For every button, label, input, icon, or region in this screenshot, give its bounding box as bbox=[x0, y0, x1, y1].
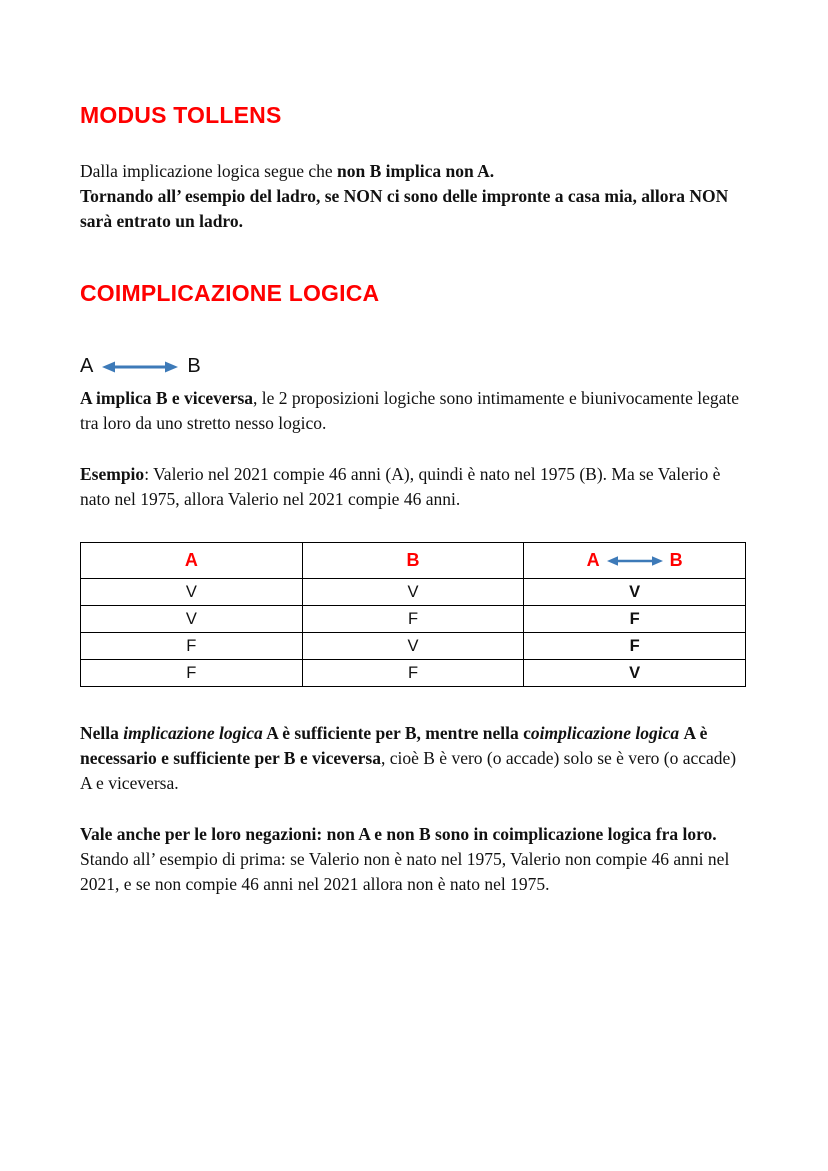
column-header-a-biconditional-b bbox=[524, 543, 746, 579]
truth-value-cell: F bbox=[524, 633, 746, 660]
truth-value-cell: F bbox=[302, 606, 524, 633]
column-header-a: A bbox=[81, 543, 303, 579]
truth-value-cell: F bbox=[81, 633, 303, 660]
paragraph-coimplicazione-intro bbox=[80, 386, 746, 436]
column-header-b: B bbox=[302, 543, 524, 579]
text-segment: , le 2 proposizioni logiche sono intimamente e biunivocamente legate tra loro da uno stretto nesso logico. bbox=[80, 388, 740, 433]
header-a-label: A bbox=[586, 550, 600, 570]
paragraph-vale-negazioni bbox=[80, 822, 746, 897]
section-heading-coimplicazione: COIMPLICAZIONE LOGICA bbox=[80, 280, 380, 306]
text-segment: Vale anche per le loro negazioni: non A e non B sono in coimplicazione logica fra loro. bbox=[80, 824, 717, 844]
truth-value-cell: V bbox=[302, 633, 524, 660]
text-segment: implicazione logica bbox=[123, 723, 263, 743]
truth-value-cell: V bbox=[524, 579, 746, 606]
proposition-a-label: A bbox=[80, 355, 94, 377]
truth-value-cell: V bbox=[81, 606, 303, 633]
truth-table-header-row bbox=[81, 543, 746, 579]
a-biconditional-b-figure bbox=[80, 355, 746, 378]
double-arrow-icon bbox=[102, 360, 178, 374]
header-b-label: B bbox=[669, 550, 683, 570]
text-segment: A è sufficiente per B, mentre nella c bbox=[262, 723, 531, 743]
truth-value-cell: F bbox=[524, 606, 746, 633]
truth-table bbox=[80, 542, 746, 687]
truth-value-cell: V bbox=[302, 579, 524, 606]
table-row bbox=[81, 660, 746, 687]
text-segment: , cioè B è vero (o accade) solo se è vero (o accade) A e viceversa. bbox=[80, 748, 737, 793]
text-segment: : Valerio nel 2021 compie 46 anni (A), quindi è nato nel 1975 (B). Ma se Valerio è nato nel 1975, allora Valerio nel 2021 compie 46 anni. bbox=[80, 464, 721, 509]
double-arrow-icon bbox=[607, 555, 663, 567]
table-row bbox=[81, 633, 746, 660]
text-segment: Tornando all’ esempio del ladro, se NON ci sono delle impronte a casa mia, allora NON sarà entrato un ladro. bbox=[80, 186, 729, 231]
text-segment: Nella bbox=[80, 723, 124, 743]
paragraph-nella-implicazione bbox=[80, 721, 746, 796]
table-row bbox=[81, 579, 746, 606]
text-segment: Stando all’ esempio di prima: se Valerio non è nato nel 1975, Valerio non compie 46 anni nel 2021, e se non compie 46 anni nel 2021 allora non è nato nel 1975. bbox=[80, 849, 730, 894]
text-segment: Dalla implicazione logica segue che bbox=[80, 161, 338, 181]
truth-value-cell: F bbox=[302, 660, 524, 687]
truth-value-cell: V bbox=[81, 579, 303, 606]
paragraph-modus-tollens bbox=[80, 159, 746, 234]
truth-value-cell: F bbox=[81, 660, 303, 687]
text-segment: A è necessario e sufficiente per B e viceversa bbox=[80, 723, 708, 768]
text-segment: oimplicazione logica bbox=[530, 723, 684, 743]
truth-table-body bbox=[81, 579, 746, 687]
text-segment: Esempio bbox=[80, 464, 145, 484]
table-row bbox=[81, 606, 746, 633]
text-segment: A implica B e viceversa bbox=[80, 388, 254, 408]
proposition-b-label: B bbox=[187, 355, 201, 377]
paragraph-esempio bbox=[80, 462, 746, 512]
text-segment: non B implica non A. bbox=[337, 161, 495, 181]
section-heading-modus-tollens: MODUS TOLLENS bbox=[80, 102, 282, 128]
truth-value-cell: V bbox=[524, 660, 746, 687]
